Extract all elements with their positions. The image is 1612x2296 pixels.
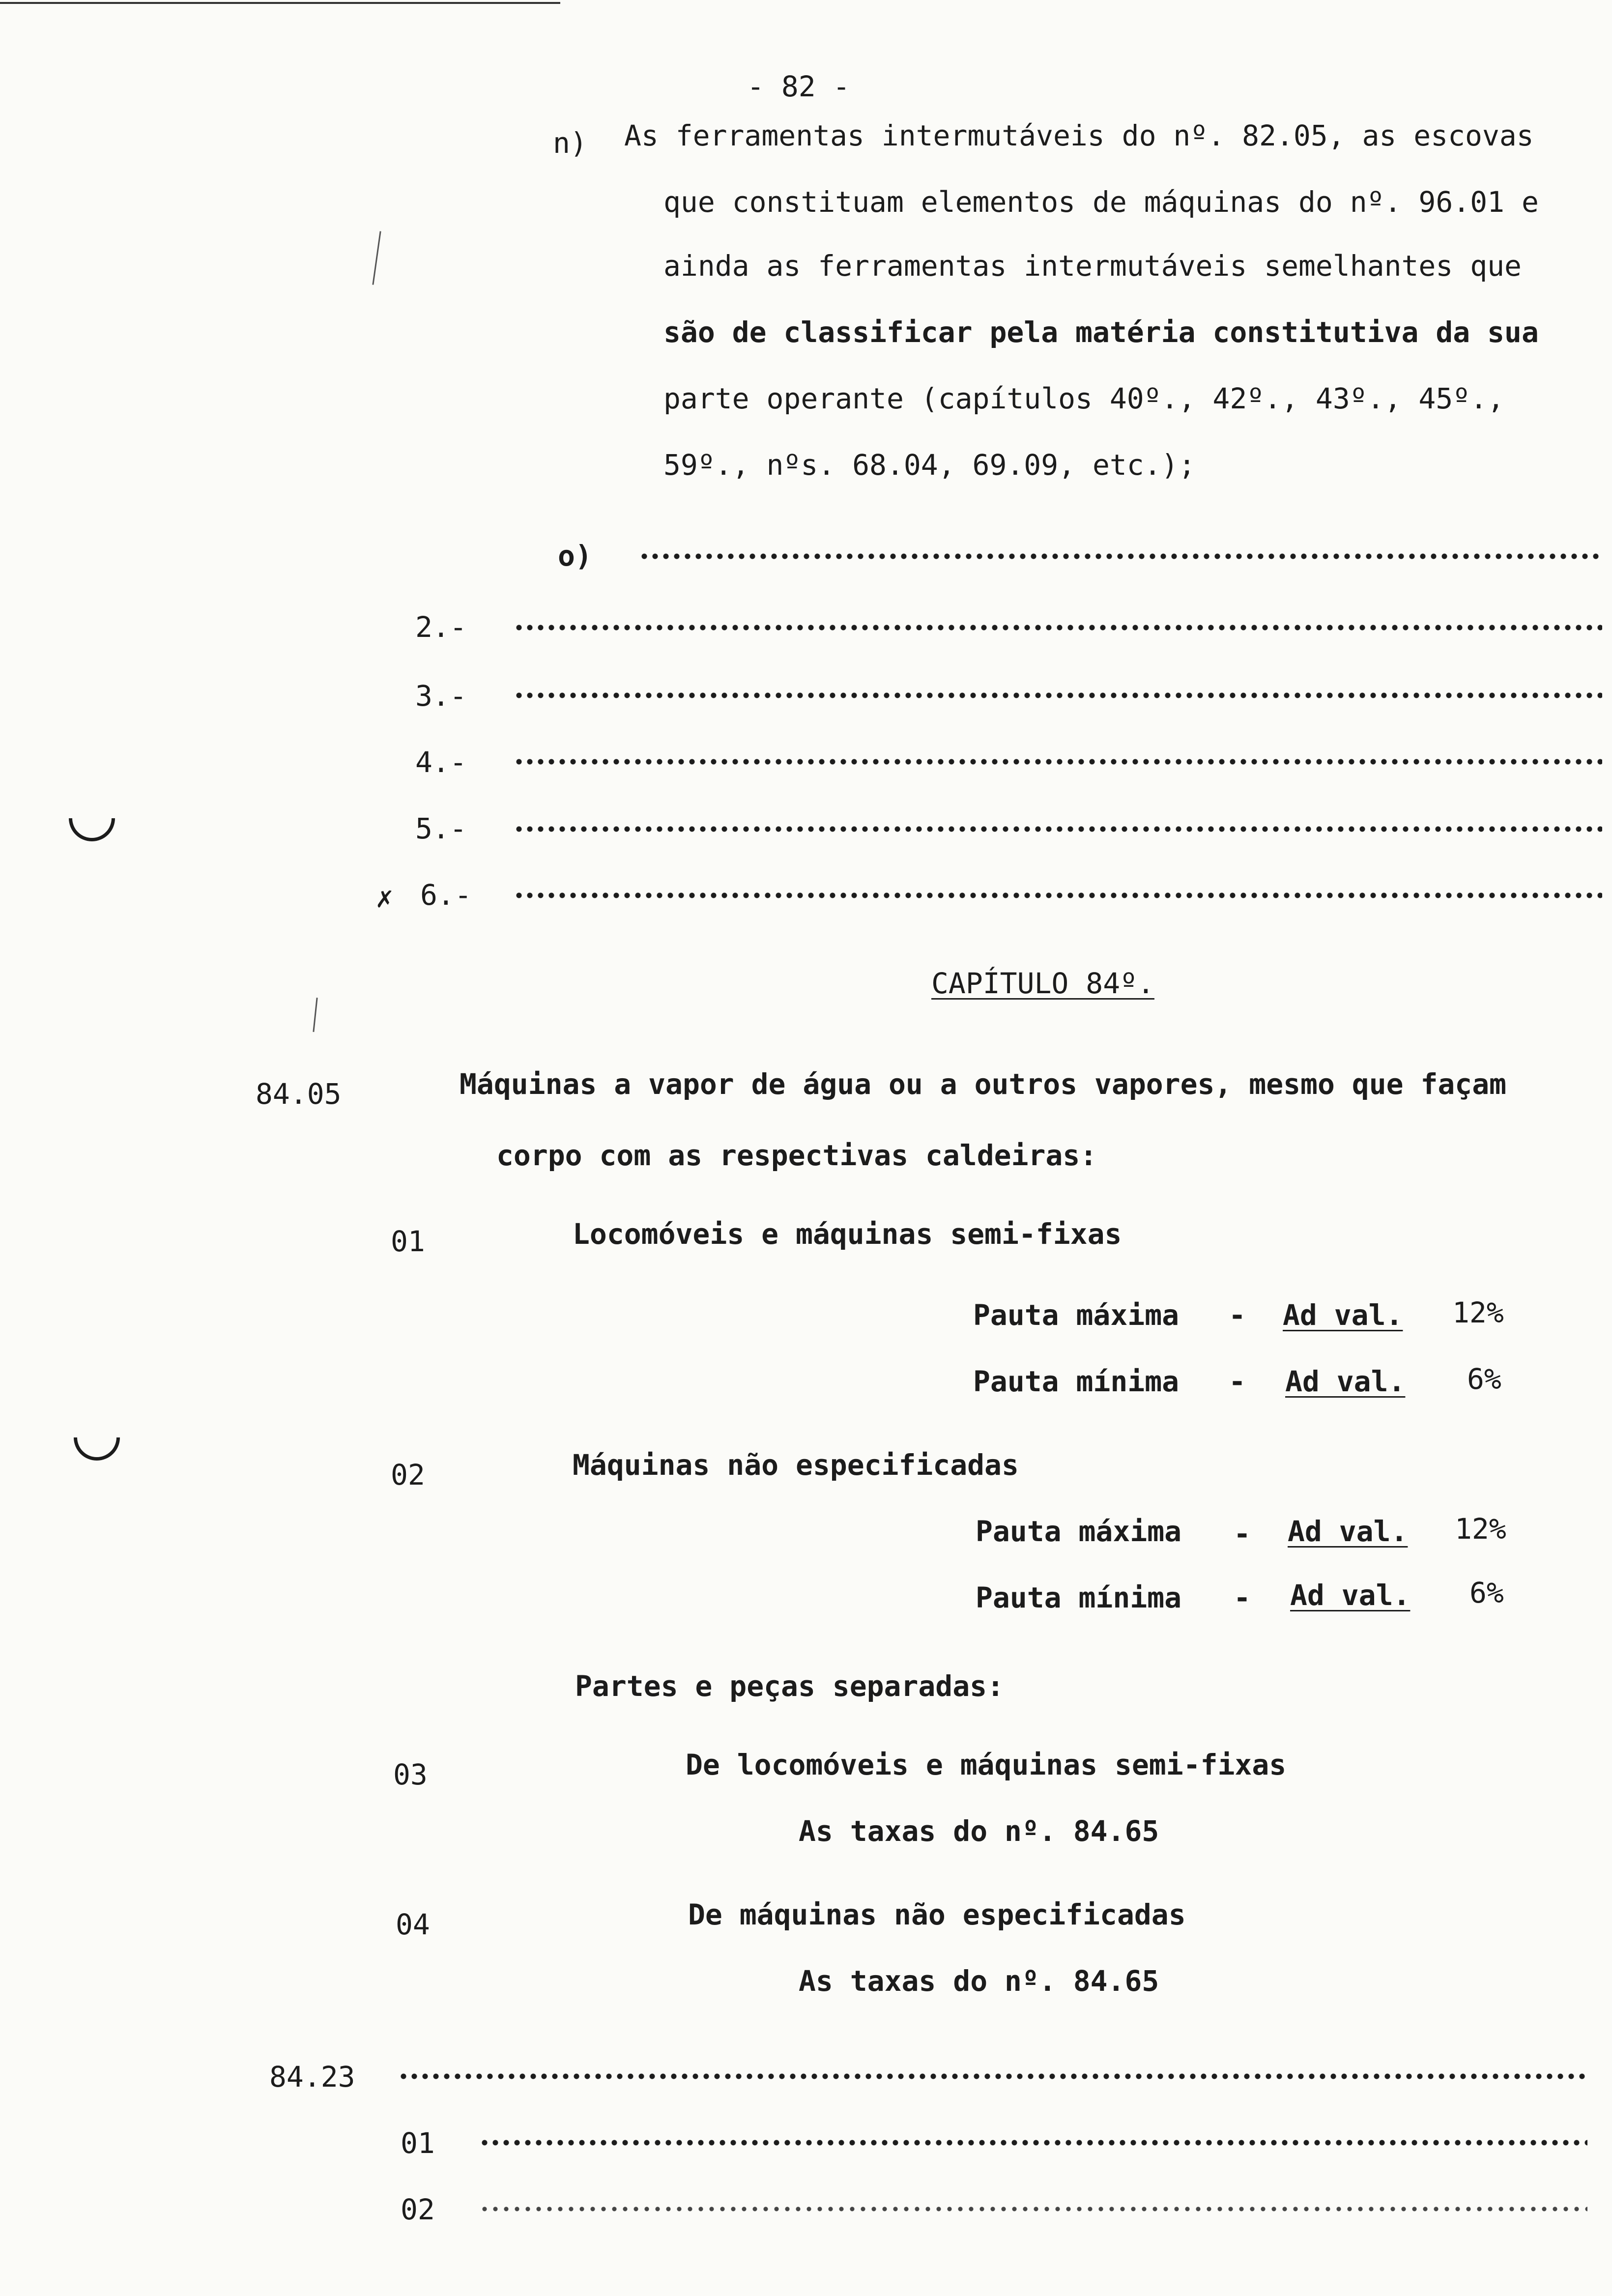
top-rule bbox=[0, 2, 560, 4]
subheading-description: Locomóveis e máquinas semi-fixas bbox=[573, 1217, 1122, 1251]
ad-valorem-label: Ad val. bbox=[1290, 1578, 1410, 1612]
heading-code: 84.05 bbox=[256, 1077, 342, 1111]
chapter-title: CAPÍTULO 84º. bbox=[931, 967, 1154, 1000]
tariff-rate: 12% bbox=[1452, 1296, 1504, 1329]
item-number: 3.- bbox=[415, 679, 467, 713]
dotted-leader bbox=[479, 2139, 1587, 2146]
ad-valorem-label: Ad val. bbox=[1288, 1515, 1408, 1548]
tariff-dash: - bbox=[1234, 1517, 1251, 1550]
tariff-label: Pauta máxima bbox=[973, 1298, 1180, 1332]
margin-mark-line bbox=[313, 998, 317, 1032]
subheading-description: De locomóveis e máquinas semi-fixas bbox=[686, 1748, 1287, 1781]
item-number: 6.- bbox=[420, 878, 472, 912]
dotted-leader bbox=[639, 553, 1602, 560]
punch-hole-mark bbox=[69, 818, 115, 841]
item-number: 4.- bbox=[415, 746, 467, 779]
item-n-line: parte operante (capítulos 40º., 42º., 43º., 45º., bbox=[663, 382, 1505, 415]
item-n-line: ainda as ferramentas intermutáveis semelhantes que bbox=[663, 249, 1522, 283]
tariff-label: Pauta máxima bbox=[976, 1515, 1182, 1548]
item-o-label: o) bbox=[558, 539, 592, 573]
heading-description: corpo com as respectivas caldeiras: bbox=[496, 1139, 1097, 1172]
dotted-leader bbox=[398, 2073, 1587, 2080]
subheading-code: 02 bbox=[391, 1458, 425, 1492]
subheading-code: 03 bbox=[393, 1758, 428, 1791]
subheading-description: Máquinas não especificadas bbox=[573, 1448, 1019, 1482]
item-number: 5.- bbox=[415, 812, 467, 845]
item-number: 2.- bbox=[415, 610, 467, 644]
tariff-dash: - bbox=[1229, 1365, 1246, 1398]
item-n-line: são de classificar pela matéria constitutiva da sua bbox=[663, 316, 1539, 349]
dotted-leader bbox=[479, 2206, 1587, 2212]
tariff-reference: As taxas do nº. 84.65 bbox=[799, 1964, 1159, 1998]
item-n-label: n) bbox=[553, 126, 587, 160]
tariff-dash: - bbox=[1234, 1581, 1251, 1614]
page-number: - 82 - bbox=[747, 70, 850, 103]
dotted-leader bbox=[514, 892, 1602, 899]
subheading-description: De máquinas não especificadas bbox=[688, 1898, 1186, 1931]
dotted-leader bbox=[514, 624, 1602, 631]
tariff-rate: 6% bbox=[1469, 1576, 1504, 1609]
item-n-line: que constituam elementos de máquinas do nº. 96.01 e bbox=[663, 185, 1539, 219]
subheading-code: 01 bbox=[401, 2126, 435, 2160]
margin-x-mark: ✗ bbox=[376, 881, 393, 914]
tariff-dash: - bbox=[1229, 1298, 1246, 1332]
dotted-leader bbox=[514, 692, 1602, 699]
subheading-code: 04 bbox=[396, 1908, 430, 1941]
tariff-label: Pauta mínima bbox=[976, 1581, 1182, 1614]
item-n-line: As ferramentas intermutáveis do nº. 82.05, as escovas bbox=[624, 119, 1534, 152]
subheading-code: 02 bbox=[401, 2193, 435, 2226]
margin-mark-line bbox=[372, 231, 381, 285]
ad-valorem-label: Ad val. bbox=[1285, 1365, 1406, 1398]
ad-valorem-label: Ad val. bbox=[1283, 1298, 1403, 1332]
dotted-leader bbox=[514, 826, 1602, 832]
item-n-line: 59º., nºs. 68.04, 69.09, etc.); bbox=[663, 448, 1196, 482]
parts-heading: Partes e peças separadas: bbox=[575, 1669, 1004, 1703]
tariff-rate: 6% bbox=[1467, 1362, 1501, 1396]
punch-hole-mark bbox=[74, 1437, 120, 1461]
subheading-code: 01 bbox=[391, 1225, 425, 1258]
tariff-reference: As taxas do nº. 84.65 bbox=[799, 1814, 1159, 1848]
heading-code: 84.23 bbox=[269, 2060, 355, 2094]
tariff-label: Pauta mínima bbox=[973, 1365, 1180, 1398]
dotted-leader bbox=[514, 758, 1602, 765]
heading-description: Máquinas a vapor de água ou a outros vapores, mesmo que façam bbox=[460, 1067, 1507, 1101]
tariff-rate: 12% bbox=[1455, 1512, 1506, 1546]
